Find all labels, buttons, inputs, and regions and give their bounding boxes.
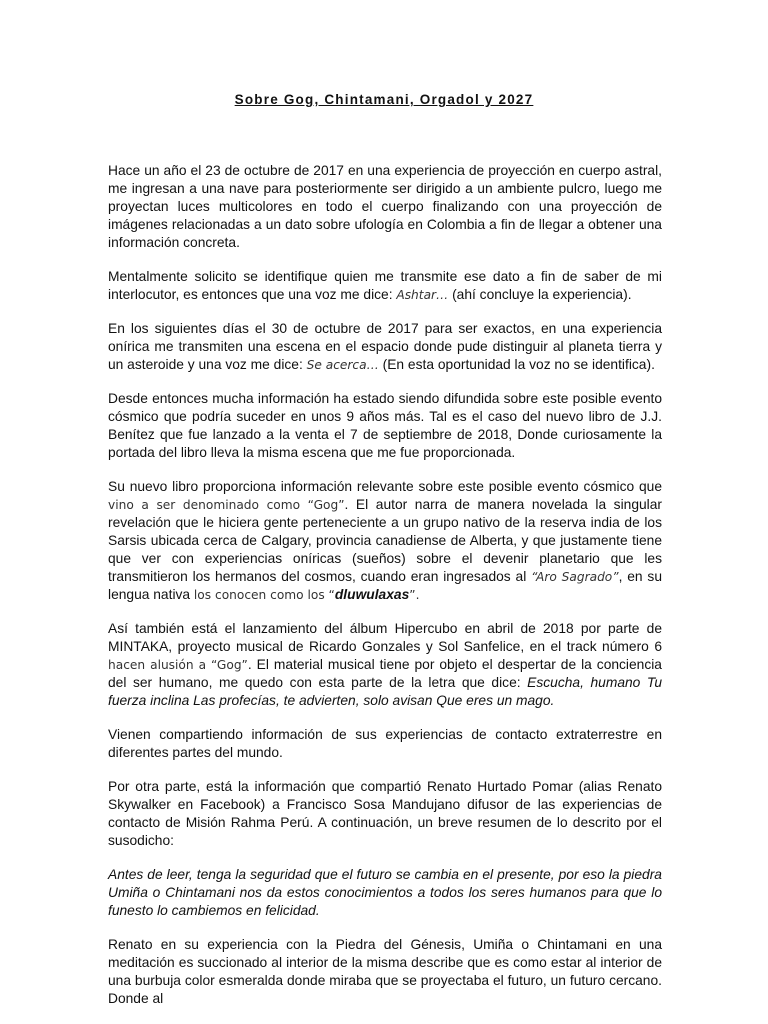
paragraph-2 bbox=[108, 268, 662, 304]
paragraph-3-text: En los siguientes días el 30 de octubre de 2017 para ser exactos, en una experiencia onírica me transmiten una escena en el espacio donde pude distinguir al planeta tierra y un asteroide y una voz me dice: bbox=[108, 321, 662, 372]
paragraph-5-text-mid: . El autor narra de manera novelada la singular revelación que le hiciera gente perteneciente a un grupo nativo de la reserva india de los Sarsis ubicada cerca de Calgary, provincia canadiense de Alberta, y que justamente tiene que ver con experiencias oníricas (sueños) sobre el devenir planetario que les transmitieron los hermanos del cosmos, cuando eran ingresados al bbox=[108, 497, 663, 584]
document-title: Sobre Gog, Chintamani, Orgadol y 2027 bbox=[234, 92, 534, 107]
paragraph-9-quote: Antes de leer, tenga la seguridad que el futuro se cambia en el presente, por eso la piedra Umiña o Chintamani nos da estos conocimientos a todos los seres humanos para que lo funesto lo cambiemos en felicidad. bbox=[108, 867, 662, 918]
quote-aro-sagrado: “Aro Sagrado” bbox=[531, 570, 619, 584]
paragraph-3-text-end: (En esta oportunidad la voz no se identifica). bbox=[378, 357, 655, 372]
paragraph-6-text: Así también está el lanzamiento del álbum Hipercubo en abril de 2018 por parte de MINTAKA, proyecto musical de Ricardo Gonzales y Sol Sanfelice, en el track número 6 bbox=[108, 621, 662, 654]
paragraph-8: Por otra parte, está la información que compartió Renato Hurtado Pomar (alias Renato Skywalker en Facebook) a Francisco Sosa Mandujano difusor de las experiencias de contacto de Misión Rahma Perú. A continuación, un breve resumen de lo descrito por el susodicho: bbox=[108, 779, 662, 848]
quote-se-acerca: Se acerca… bbox=[306, 358, 379, 372]
paragraph-5-text: Su nuevo libro proporciona información relevante sobre este posible evento cósmico que bbox=[108, 479, 662, 494]
song-lyrics: Escucha, humano Tu fuerza inclina Las profecías, te advierten, solo avisan Que eres un mago. bbox=[108, 675, 662, 708]
paragraph-5 bbox=[108, 478, 662, 604]
paragraph-2-text-end: (ahí concluye la experiencia). bbox=[448, 287, 632, 302]
gog-mention: vino a ser denominado como “Gog” bbox=[108, 498, 345, 512]
paragraph-7: Vienen compartiendo información de sus experiencias de contacto extraterrestre en diferentes partes del mundo. bbox=[108, 727, 662, 760]
paragraph-5-text-mid2: , en su lengua nativa bbox=[108, 569, 663, 602]
gog-allusion: hacen alusión a “Gog” bbox=[108, 658, 248, 672]
document-body bbox=[108, 162, 662, 1024]
paragraph-2-text: Mentalmente solicito se identifique quien me transmite ese dato a fin de saber de mi interlocutor, es entonces que una voz me dice: bbox=[108, 269, 662, 302]
paragraph-4: Desde entonces mucha información ha estado siendo difundida sobre este posible evento cósmico que podría suceder en unos 9 años más. Tal es el caso del nuevo libro de J.J. Benítez que fue lanzado a la venta el 7 de septiembre de 2018, Donde curiosamente la portada del libro lleva la misma escena que me fue proporcionada. bbox=[108, 391, 662, 460]
nativos-mention: los conocen como los “ bbox=[193, 588, 335, 602]
paragraph-6-text-mid: . El material musical tiene por objeto el despertar de la conciencia del ser humano, me quedo con esta parte de la letra que dice: bbox=[108, 657, 662, 690]
paragraph-5-text-end: ”. bbox=[409, 588, 420, 602]
paragraph-1: Hace un año el 23 de octubre de 2017 en una experiencia de proyección en cuerpo astral, me ingresan a una nave para posteriormente ser dirigido a un ambiente pulcro, luego me proyectan luces multicolores en todo el cuerpo finalizando con una proyección de imágenes relacionadas a un dato sobre ufología en Colombia a fin de llegar a obtener una información concreta. bbox=[108, 163, 662, 250]
quote-ashtar: Ashtar… bbox=[396, 288, 449, 302]
paragraph-6 bbox=[108, 620, 662, 710]
paragraph-3 bbox=[108, 320, 662, 374]
paragraph-10: Renato en su experiencia con la Piedra del Génesis, Umiña o Chintamani en una meditación es succionado al interior de la misma describe que es como estar al interior de una burbuja color esmeralda donde miraba que se proyectaba el futuro, un futuro cercano. Donde al bbox=[108, 937, 662, 1006]
quote-dluwulaxas: dluwulaxas bbox=[334, 587, 410, 602]
